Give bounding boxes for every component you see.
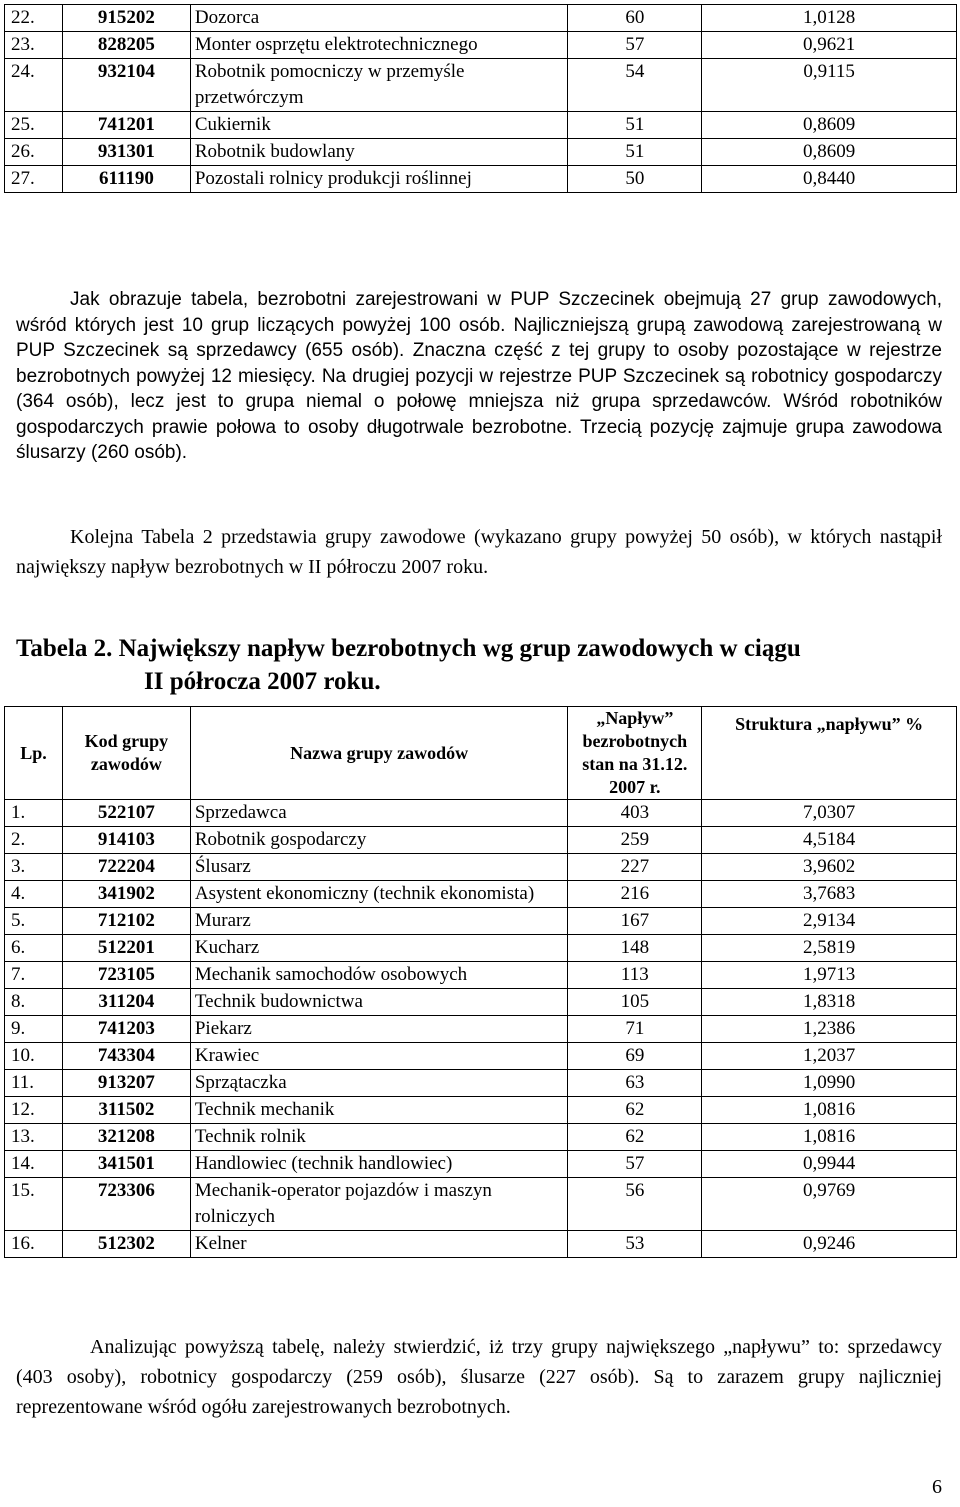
cell-name: Dozorca xyxy=(190,5,568,32)
cell-code: 741201 xyxy=(62,112,190,139)
cell-lp: 7. xyxy=(5,962,63,989)
cell-code: 828205 xyxy=(62,32,190,59)
main-table-header-row xyxy=(5,707,957,800)
cell-count: 63 xyxy=(568,1070,702,1097)
cell-code: 722204 xyxy=(62,854,190,881)
cell-code: 931301 xyxy=(62,139,190,166)
main-table-body xyxy=(5,800,957,1258)
cell-lp: 9. xyxy=(5,1016,63,1043)
table-title-line1: Tabela 2. Największy napływ bezrobotnych wg grup zawodowych w ciągu xyxy=(16,635,801,662)
cell-code: 913207 xyxy=(62,1070,190,1097)
cell-percent: 0,8440 xyxy=(702,166,957,193)
cell-count: 148 xyxy=(568,935,702,962)
header-lp: Lp. xyxy=(5,707,63,800)
cell-code: 311502 xyxy=(62,1097,190,1124)
cell-code: 723105 xyxy=(62,962,190,989)
header-code: Kod grupy zawodów xyxy=(62,707,190,800)
cell-count: 71 xyxy=(568,1016,702,1043)
cell-name: Asystent ekonomiczny (technik ekonomista) xyxy=(190,881,567,908)
cell-percent: 2,5819 xyxy=(702,935,957,962)
cell-name: Technik rolnik xyxy=(190,1124,567,1151)
header-inflow: „Napływ” bezrobotnych stan na 31.12. 2007 r. xyxy=(568,707,702,800)
cell-code: 914103 xyxy=(62,827,190,854)
cell-name: Mechanik samochodów osobowych xyxy=(190,962,567,989)
table-row xyxy=(5,1097,957,1124)
cell-name: Ślusarz xyxy=(190,854,567,881)
table-row xyxy=(5,166,957,193)
cell-count: 60 xyxy=(568,5,702,32)
cell-name: Handlowiec (technik handlowiec) xyxy=(190,1151,567,1178)
table-row xyxy=(5,139,957,166)
table-row xyxy=(5,1043,957,1070)
cell-lp: 3. xyxy=(5,854,63,881)
cell-percent: 1,0990 xyxy=(702,1070,957,1097)
table-row xyxy=(5,935,957,962)
cell-percent: 0,9944 xyxy=(702,1151,957,1178)
cell-code: 611190 xyxy=(62,166,190,193)
cell-count: 113 xyxy=(568,962,702,989)
table-row xyxy=(5,962,957,989)
main-table xyxy=(4,706,957,1258)
cell-code: 723306 xyxy=(62,1178,190,1231)
cell-count: 50 xyxy=(568,166,702,193)
table-row xyxy=(5,854,957,881)
table-row xyxy=(5,1070,957,1097)
table-row xyxy=(5,908,957,935)
header-name: Nazwa grupy zawodów xyxy=(190,707,567,800)
cell-percent: 1,2037 xyxy=(702,1043,957,1070)
top-table xyxy=(4,4,957,193)
cell-lp: 23. xyxy=(5,32,63,59)
cell-name: Krawiec xyxy=(190,1043,567,1070)
cell-lp: 24. xyxy=(5,59,63,112)
cell-code: 932104 xyxy=(62,59,190,112)
header-structure: Struktura „napływu” % xyxy=(702,707,957,800)
table-row xyxy=(5,827,957,854)
cell-lp: 2. xyxy=(5,827,63,854)
cell-lp: 11. xyxy=(5,1070,63,1097)
table-title xyxy=(16,632,946,698)
cell-lp: 13. xyxy=(5,1124,63,1151)
table-row xyxy=(5,881,957,908)
cell-lp: 14. xyxy=(5,1151,63,1178)
cell-percent: 0,9115 xyxy=(702,59,957,112)
cell-count: 216 xyxy=(568,881,702,908)
cell-count: 62 xyxy=(568,1124,702,1151)
cell-percent: 1,0816 xyxy=(702,1097,957,1124)
cell-name: Robotnik gospodarczy xyxy=(190,827,567,854)
cell-lp: 22. xyxy=(5,5,63,32)
paragraph-2: Kolejna Tabela 2 przedstawia grupy zawodowe (wykazano grupy powyżej 50 osób), w których nastąpił największy napływ bezrobotnych w II półroczu 2007 roku. xyxy=(16,526,942,578)
table-row xyxy=(5,800,957,827)
table-row xyxy=(5,5,957,32)
cell-percent: 0,8609 xyxy=(702,112,957,139)
cell-name: Cukiernik xyxy=(190,112,568,139)
cell-code: 915202 xyxy=(62,5,190,32)
cell-count: 105 xyxy=(568,989,702,1016)
cell-name: Robotnik pomocniczy w przemyśle przetwórczym xyxy=(190,59,568,112)
paragraph-1: Jak obrazuje tabela, bezrobotni zarejestrowani w PUP Szczecinek obejmują 27 grup zawodowych, wśród których jest 10 grup liczących powyżej 100 osób. Najliczniejszą grupą zawodową zarejestrowaną w PUP Szczecinek są sprzedawcy (655 osób). Znaczna część z tej grupy to osoby pozostające w rejestrze bezrobotnych powyżej 12 miesięcy. Na drugiej pozycji w rejestrze PUP Szczecinek są robotnicy gospodarczy (364 osób), lecz jest to grupa niemal o połowę mniejsza niż grupa sprzedawców. Wśród robotników gospodarczych prawie połowa to osoby długotrwale bezrobotne. Trzecią pozycję zajmuje grupa zawodowa ślusarzy (260 osób). xyxy=(16,289,942,463)
cell-lp: 1. xyxy=(5,800,63,827)
cell-count: 54 xyxy=(568,59,702,112)
cell-name: Sprzątaczka xyxy=(190,1070,567,1097)
top-table-body xyxy=(5,5,957,193)
cell-code: 512201 xyxy=(62,935,190,962)
cell-lp: 27. xyxy=(5,166,63,193)
cell-percent: 1,0128 xyxy=(702,5,957,32)
cell-lp: 25. xyxy=(5,112,63,139)
cell-name: Robotnik budowlany xyxy=(190,139,568,166)
cell-name: Technik budownictwa xyxy=(190,989,567,1016)
page-number: 6 xyxy=(932,1476,942,1498)
table-row xyxy=(5,32,957,59)
cell-code: 522107 xyxy=(62,800,190,827)
paragraph-3: Analizując powyższą tabelę, należy stwierdzić, iż trzy grupy największego „napływu” to: sprzedawcy (403 osoby), robotnicy gospodarczy (259 osób), ślusarze (227 osób). Są to zarazem grupy najliczniej reprezentowane wśród ogółu zarejestrowanych bezrobotnych. xyxy=(16,1336,942,1418)
cell-lp: 12. xyxy=(5,1097,63,1124)
cell-name: Mechanik-operator pojazdów i maszyn rolniczych xyxy=(190,1178,567,1231)
cell-code: 341902 xyxy=(62,881,190,908)
cell-count: 62 xyxy=(568,1097,702,1124)
cell-name: Sprzedawca xyxy=(190,800,567,827)
cell-lp: 4. xyxy=(5,881,63,908)
cell-code: 512302 xyxy=(62,1231,190,1258)
cell-percent: 0,9246 xyxy=(702,1231,957,1258)
cell-lp: 16. xyxy=(5,1231,63,1258)
cell-code: 311204 xyxy=(62,989,190,1016)
cell-count: 403 xyxy=(568,800,702,827)
cell-code: 321208 xyxy=(62,1124,190,1151)
cell-percent: 0,9769 xyxy=(702,1178,957,1231)
cell-count: 51 xyxy=(568,112,702,139)
cell-count: 259 xyxy=(568,827,702,854)
cell-count: 51 xyxy=(568,139,702,166)
cell-lp: 15. xyxy=(5,1178,63,1231)
table-row xyxy=(5,1016,957,1043)
table-row xyxy=(5,112,957,139)
cell-lp: 8. xyxy=(5,989,63,1016)
cell-count: 57 xyxy=(568,1151,702,1178)
cell-count: 167 xyxy=(568,908,702,935)
table-row xyxy=(5,1124,957,1151)
table-row xyxy=(5,59,957,112)
table-row xyxy=(5,1151,957,1178)
cell-name: Kelner xyxy=(190,1231,567,1258)
cell-percent: 0,9621 xyxy=(702,32,957,59)
cell-lp: 10. xyxy=(5,1043,63,1070)
cell-percent: 1,2386 xyxy=(702,1016,957,1043)
table-row xyxy=(5,989,957,1016)
cell-code: 341501 xyxy=(62,1151,190,1178)
cell-name: Piekarz xyxy=(190,1016,567,1043)
cell-count: 227 xyxy=(568,854,702,881)
cell-percent: 3,9602 xyxy=(702,854,957,881)
cell-percent: 2,9134 xyxy=(702,908,957,935)
cell-lp: 26. xyxy=(5,139,63,166)
cell-count: 57 xyxy=(568,32,702,59)
cell-code: 743304 xyxy=(62,1043,190,1070)
table-row xyxy=(5,1178,957,1231)
cell-name: Pozostali rolnicy produkcji roślinnej xyxy=(190,166,568,193)
cell-count: 53 xyxy=(568,1231,702,1258)
cell-lp: 6. xyxy=(5,935,63,962)
cell-name: Technik mechanik xyxy=(190,1097,567,1124)
cell-percent: 3,7683 xyxy=(702,881,957,908)
cell-name: Murarz xyxy=(190,908,567,935)
cell-percent: 1,8318 xyxy=(702,989,957,1016)
cell-percent: 4,5184 xyxy=(702,827,957,854)
cell-count: 69 xyxy=(568,1043,702,1070)
cell-code: 712102 xyxy=(62,908,190,935)
cell-percent: 1,0816 xyxy=(702,1124,957,1151)
cell-code: 741203 xyxy=(62,1016,190,1043)
cell-count: 56 xyxy=(568,1178,702,1231)
cell-lp: 5. xyxy=(5,908,63,935)
cell-name: Monter osprzętu elektrotechnicznego xyxy=(190,32,568,59)
cell-percent: 1,9713 xyxy=(702,962,957,989)
cell-percent: 0,8609 xyxy=(702,139,957,166)
table-title-line2: II półrocza 2007 roku. xyxy=(144,668,381,695)
cell-percent: 7,0307 xyxy=(702,800,957,827)
cell-name: Kucharz xyxy=(190,935,567,962)
table-row xyxy=(5,1231,957,1258)
